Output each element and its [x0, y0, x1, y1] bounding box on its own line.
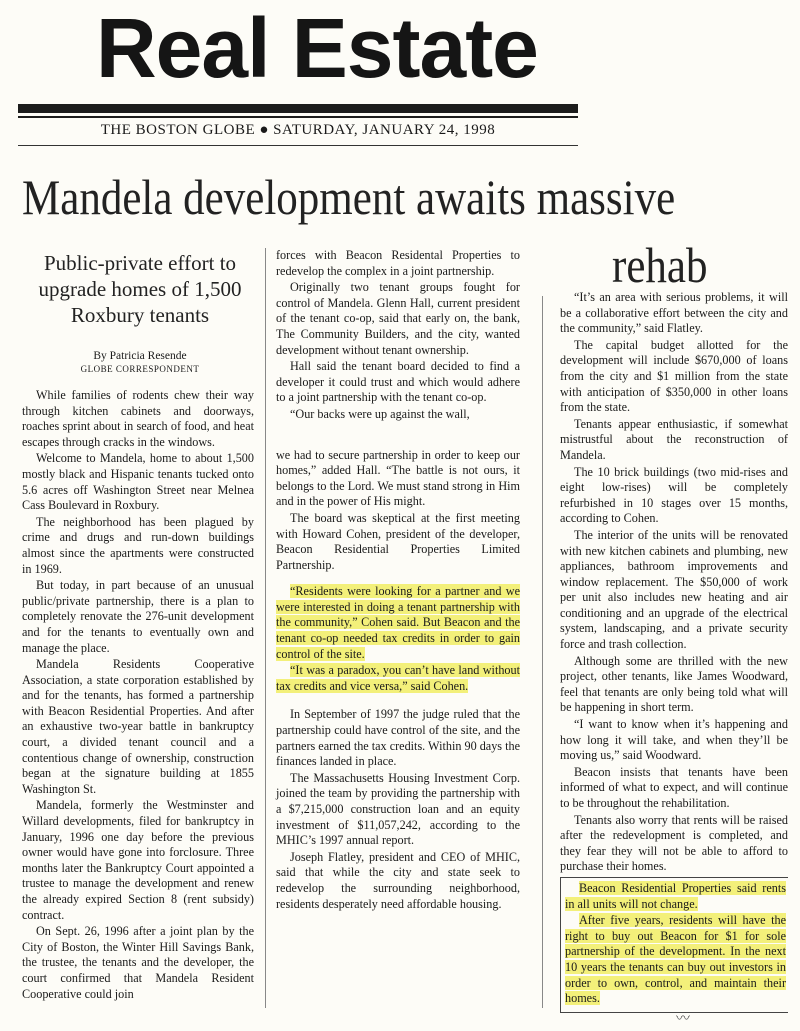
paragraph: “I want to know when it’s happening and how long it will take, and when they’ll be moving us,” said Woodward. [560, 717, 788, 763]
highlight-mark: Beacon Residential Properties said rents in all units will not change. [565, 880, 786, 911]
dateline-rule [18, 145, 578, 146]
highlighted-quote [276, 584, 520, 662]
paragraph: Mandela, formerly the Westminster and Willard developments, filed for bankruptcy in January, 1996 one day before the previous owner would have gone into forclosure. Three months later the Bankruptcy Court appointed a trustee to manage the development and renew the already expired Section 8 (rent subsidy) contract. [22, 798, 254, 922]
column-3 [560, 290, 788, 1013]
column-divider-1 [265, 248, 266, 1008]
paragraph: Mandela Residents Cooperative Association, a state corporation established by and for the tenants, has formed a partnership with Beacon Residential Properties. And after an exhaustive two-year battle in bankruptcy court, a divided tenant council and a contentious change of ownership, construction began at the signature building at 1855 Washington St. [22, 657, 254, 796]
paragraph: In September of 1997 the judge ruled that the partnership could have control of the site, and the partners earned the tax credits. Within 90 days the finances landed in place. [276, 707, 520, 769]
boxed-highlight [560, 877, 788, 1013]
paragraph: “It’s an area with serious problems, it will be a collaborative effort between the city and the community,” said Flatley. [560, 290, 788, 336]
paragraph: forces with Beacon Residental Properties to redevelop the complex in a joint partnership. [276, 248, 520, 278]
highlighted-paragraph [565, 881, 786, 912]
highlight-mark: After five years, residents will have the right to buy out Beacon for $1 for sole partnership of the development. In the next 10 years the tenants can buy out investors in order to own, control, and maintain their homes. [565, 913, 786, 1006]
highlighted-paragraph [565, 913, 786, 1007]
masthead-rule-thick [18, 104, 578, 113]
section-masthead: Real Estate [96, 1, 538, 95]
column-gap [276, 574, 520, 584]
column-1 [22, 388, 254, 1003]
byline-title: GLOBE CORRESPONDENT [80, 364, 200, 374]
paragraph: The Massachusetts Housing Investment Corp. joined the team by providing the partnership with a $7,215,000 construction loan and an equity investment of $11,057,242, according to the MHIC’s 1997 annual report. [276, 770, 520, 848]
paragraph: Beacon insists that tenants have been informed of what to expect, and will continue to be throughout the rehabilitation. [560, 764, 788, 810]
paragraph: The interior of the units will be renovated with new kitchen cabinets and plumbing, new appliances, bathroom improvements and window replacement. The $50,000 of work per unit also includes new heating and air conditioning and an upgrade of the electrical system, landscaping, and a private security force and trash collection. [560, 527, 788, 652]
byline [26, 350, 254, 376]
paragraph: Tenants also worry that rents will be raised after the redevelopment is completed, and they fear they will not be able to afford to purchase their homes. [560, 812, 788, 874]
headline: Mandela development awaits massive [22, 169, 676, 225]
masthead-rule-thin [18, 116, 578, 118]
paragraph: Welcome to Mandela, home to about 1,500 mostly black and Hispanic tenants tucked onto 5.6 acres off Washington Street near Melnea Cass Boulevard in Roxbury. [22, 451, 254, 513]
paragraph: The capital budget allotted for the development will include $670,000 of loans from the city and $1 million from the state with anticipation of $350,000 in other loans from the state. [560, 337, 788, 415]
pen-mark: 〰 [676, 1012, 690, 1027]
paragraph: On Sept. 26, 1996 after a joint plan by the City of Boston, the Winter Hill Savings Bank, the trustee, the tenants and the developer, the court confirmed that Mandela Resident Cooperative could join [22, 924, 254, 1001]
paragraph: While families of rodents chew their way through kitchen cabinets and doorways, roaches sprint about in search of food, and heat escapes through cracks in the windows. [22, 388, 254, 449]
paragraph: Originally two tenant groups fought for control of Mandela. Glenn Hall, current president of the tenant co-op, said that early on, the bank, The Community Builders, and the city, wanted development without tenant ownership. [276, 280, 520, 357]
paragraph: “Our backs were up against the wall, [290, 406, 470, 421]
paragraph: The neighborhood has been plagued by crime and drugs and run-down buildings almost since the apartments were constructed in 1969. [22, 514, 254, 576]
paragraph: Although some are thrilled with the new project, other tenants, like James Woodward, feel that tenants are only being told what will be happening in short term. [560, 653, 788, 715]
paragraph: Hall said the tenant board decided to find a developer it could trust and which would adhere to a joint partnership with the tenant co-op. [276, 359, 520, 405]
headline-continuation: rehab [612, 237, 708, 293]
paragraph: Joseph Flatley, president and CEO of MHIC, said that while the city and state seek to redevelop the surrounding neighborhood, residents desperately need affordable housing. [276, 849, 520, 911]
deck-subheadline: Public-private effort to upgrade homes of 1,500 Roxbury tenants [38, 251, 242, 327]
column-divider-2 [542, 296, 543, 1008]
column-gap [276, 695, 520, 707]
dateline: THE BOSTON GLOBE ● SATURDAY, JANUARY 24, 1998 [100, 122, 496, 138]
paragraph: we had to secure partnership in order to keep our homes,” added Hall. “The battle is not ours, it belongs to the Lord. We must stand strong in Him and in the power of His might. [276, 447, 520, 509]
paragraph: Tenants appear enthusiastic, if somewhat mistrustful about the reconstruction of Mandela. [560, 416, 788, 462]
highlighted-quote [276, 663, 520, 694]
paragraph: But today, in part because of an unusual public/private partnership, there is a plan to completely renovate the 276-unit development and for the tenants to eventually own and manage the place. [22, 578, 254, 655]
column-2 [276, 248, 520, 913]
highlight-mark: “It was a paradox, you can’t have land without tax credits and vice versa,” said Cohen. [276, 663, 520, 693]
paragraph: The board was skeptical at the first meeting with Howard Cohen, president of the developer, Beacon Residential Properties Limited Partnership. [276, 510, 520, 572]
column-gap [276, 424, 520, 448]
byline-author: By Patricia Resende [93, 350, 187, 362]
paragraph: The 10 brick buildings (two mid-rises and eight low-rises) will be completely refurbished in 10 stages over 15 months, according to Cohen. [560, 464, 788, 526]
highlight-mark: “Residents were looking for a partner and we were interested in doing a tenant partnership with the community,” Cohen said. But Beacon and the tenant co-op needed tax credits in order to gain control of the site. [276, 584, 520, 661]
